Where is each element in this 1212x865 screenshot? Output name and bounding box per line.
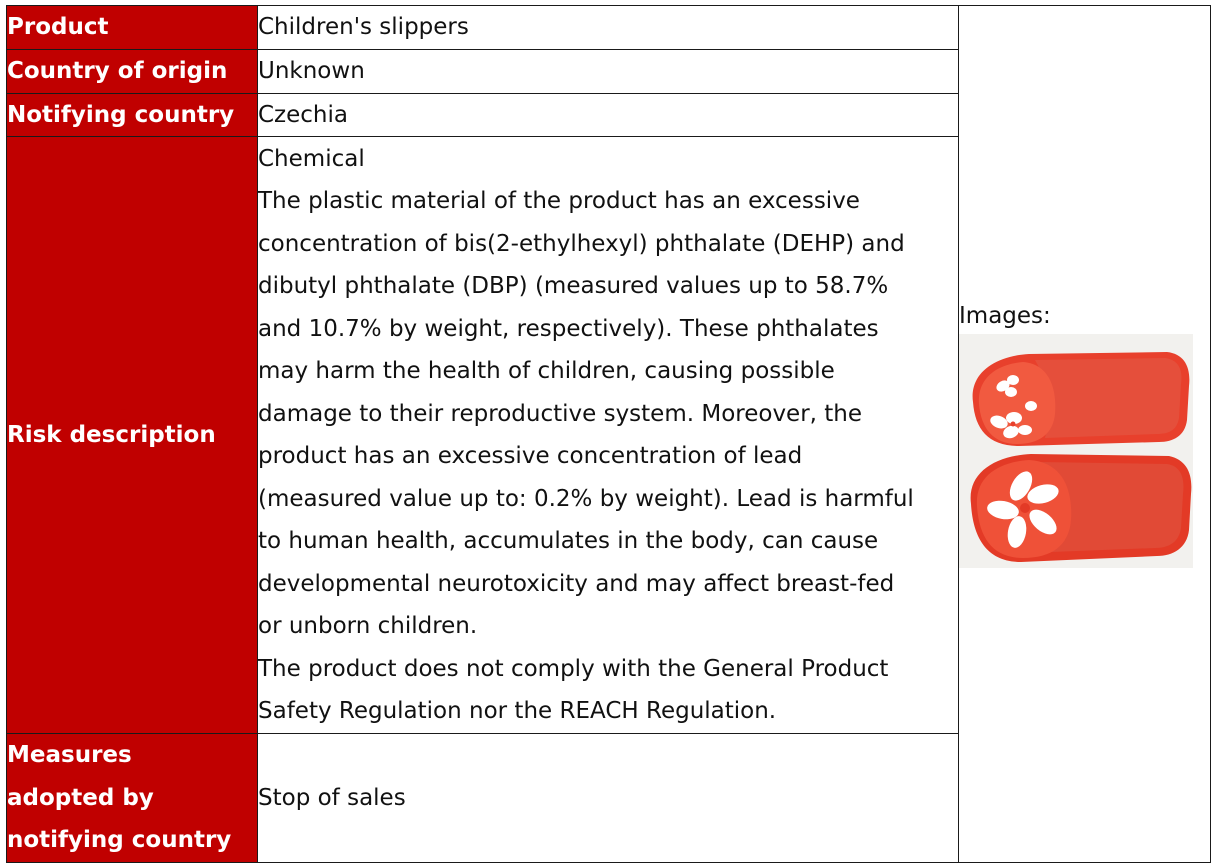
risk-line: Chemical — [258, 145, 365, 172]
measures-label-line: notifying country — [7, 827, 232, 853]
notifying-country-label: Notifying country — [7, 93, 258, 137]
risk-line: The plastic material of the product has an excessive — [258, 188, 860, 214]
risk-line: concentration of bis(2-ethylhexyl) phthalate (DEHP) and — [258, 230, 905, 257]
country-of-origin-value: Unknown — [258, 50, 959, 94]
images-label: Images: — [959, 302, 1051, 329]
risk-line: The product does not comply with the General Product — [258, 655, 889, 682]
measures-label — [7, 734, 258, 863]
slipper-lower — [971, 454, 1192, 562]
slipper-upper — [973, 352, 1190, 446]
risk-line: to human health, accumulates in the body, can cause — [258, 528, 879, 554]
risk-line: damage to their reproductive system. Moreover, the — [258, 400, 863, 427]
risk-line: dibutyl phthalate (DBP) (measured values up to 58.7% — [258, 273, 889, 299]
product-value: Children's slippers — [258, 6, 959, 50]
country-of-origin-label: Country of origin — [7, 50, 258, 94]
risk-description-label: Risk description — [7, 137, 258, 734]
risk-line: may harm the health of children, causing possible — [258, 358, 835, 384]
notifying-country-value: Czechia — [258, 93, 959, 137]
risk-line: (measured value up to: 0.2% by weight). Lead is harmful — [258, 485, 914, 512]
product-alert-table — [6, 5, 1211, 863]
row-product — [7, 6, 1211, 50]
risk-description-value — [258, 137, 959, 734]
risk-line: and 10.7% by weight, respectively). These phthalates — [258, 315, 879, 342]
product-label: Product — [7, 6, 258, 50]
measures-value: Stop of sales — [258, 734, 959, 863]
risk-line: or unborn children. — [258, 613, 478, 639]
slippers-photo — [959, 334, 1193, 568]
risk-line: Safety Regulation nor the REACH Regulation. — [258, 698, 777, 724]
images-cell — [959, 6, 1211, 863]
risk-line: developmental neurotoxicity and may affect breast-fed — [258, 570, 895, 597]
measures-label-line: Measures — [7, 742, 132, 768]
risk-line: product has an excessive concentration of lead — [258, 443, 803, 469]
measures-label-line: adopted by — [7, 784, 154, 811]
